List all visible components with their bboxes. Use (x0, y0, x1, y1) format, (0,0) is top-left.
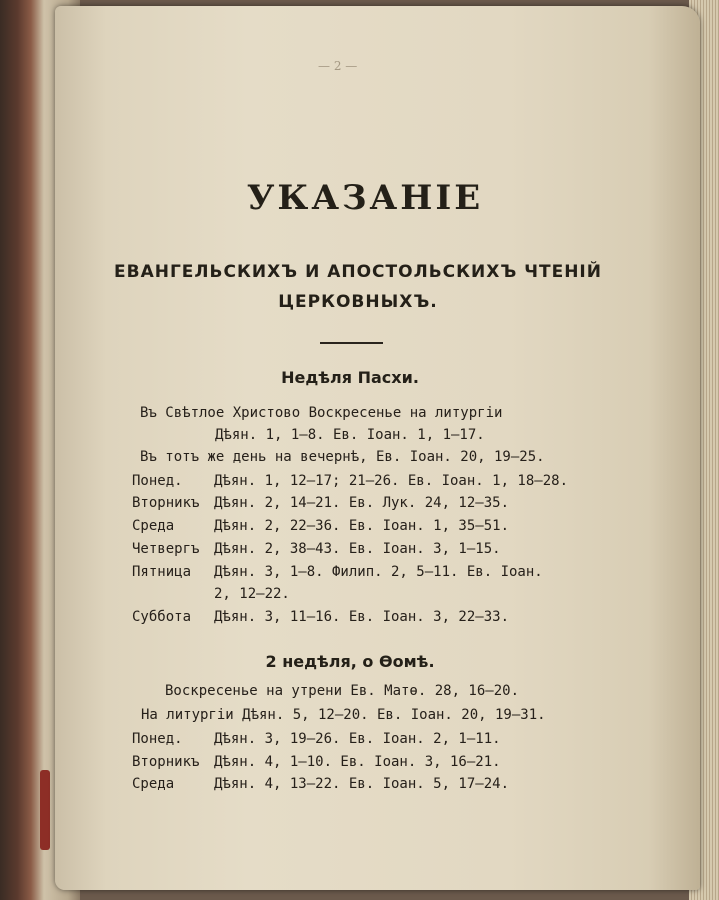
reading-text: Дѣян. 3, 19—26. Ев. Іоан. 2, 1—11. (214, 731, 501, 747)
page-subtitle-line-1: ЕВАНГЕЛЬСКИХЪ И АПОСТОЛЬСКИХЪ ЧТЕНІЙ (114, 262, 602, 282)
reading-text: Дѣян. 2, 22—36. Ев. Іоан. 1, 35—51. (214, 518, 510, 534)
book-spine (0, 0, 44, 900)
reading-day: Среда (132, 776, 175, 792)
reading-row (132, 731, 501, 747)
reading-row (132, 754, 501, 770)
reading-day: Вторникъ (132, 495, 200, 511)
liturgy-line: На литургіи Дѣян. 5, 12—20. Ев. Іоан. 20, 19—31. (141, 707, 546, 723)
reading-day: Четвергъ (132, 541, 200, 557)
reading-day: Понед. (132, 473, 183, 489)
reading-day: Понед. (132, 731, 183, 747)
divider-rule (320, 342, 383, 344)
reading-text: Дѣян. 3, 1—8. Филип. 2, 5—11. Ев. Іоан. (214, 564, 543, 580)
reading-row (132, 495, 509, 511)
page-subtitle-line-2: ЦЕРКОВНЫХЪ. (278, 292, 438, 312)
reading-text: 2, 12—22. (214, 586, 290, 602)
red-edge-mark (40, 770, 50, 850)
reading-row (132, 609, 509, 625)
reading-day: Среда (132, 518, 175, 534)
reading-day: Суббота (132, 609, 192, 625)
reading-text: Дѣян. 4, 1—10. Ев. Іоан. 3, 16—21. (214, 754, 501, 770)
matins-line: Воскресенье на утрени Ев. Матѳ. 28, 16—20. (165, 683, 520, 699)
section-heading-easter: Недѣля Пасхи. (281, 368, 419, 387)
reading-day: Пятница (132, 564, 192, 580)
reading-text: Дѣян. 3, 11—16. Ев. Іоан. 3, 22—33. (214, 609, 510, 625)
intro-line-1: Въ Свѣтлое Христово Воскресенье на литургіи (140, 405, 503, 421)
reading-day: Вторникъ (132, 754, 200, 770)
reading-row (132, 541, 501, 557)
reading-text: Дѣян. 2, 14—21. Ев. Лук. 24, 12—35. (214, 495, 510, 511)
evening-line: Въ тотъ же день на вечернѣ, Ев. Іоан. 20, 19—25. (140, 449, 545, 465)
page-title: УКАЗАНІЕ (246, 178, 484, 218)
reading-text: Дѣян. 2, 38—43. Ев. Іоан. 3, 1—15. (214, 541, 501, 557)
section-heading-thomas-sunday: 2 недѣля, о Ѳомѣ. (265, 652, 435, 671)
reading-row (132, 564, 543, 580)
reading-text: Дѣян. 4, 13—22. Ев. Іоан. 5, 17—24. (214, 776, 510, 792)
reading-row (132, 518, 509, 534)
reading-text: Дѣян. 1, 12—17; 21—26. Ев. Іоан. 1, 18—28. (214, 473, 569, 489)
reading-row (132, 776, 509, 792)
reading-row (132, 586, 290, 602)
reading-row (132, 473, 568, 489)
page-number: — 2 — (318, 59, 358, 73)
intro-line-2: Дѣян. 1, 1—8. Ев. Іоан. 1, 1—17. (215, 427, 485, 443)
